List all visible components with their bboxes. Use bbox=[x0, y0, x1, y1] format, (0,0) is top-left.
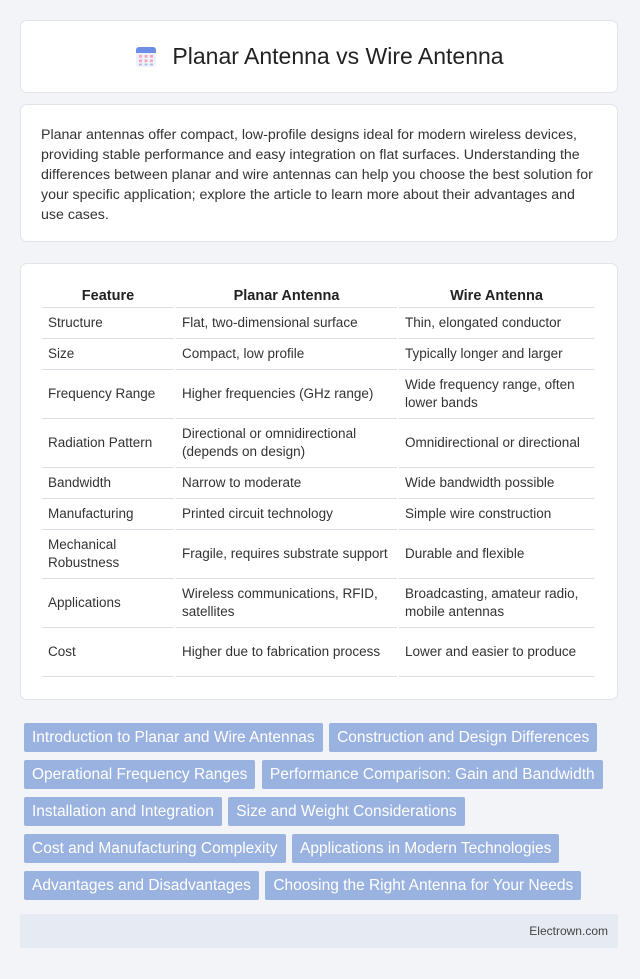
cell-wire: Thin, elongated conductor bbox=[399, 308, 594, 339]
cell-feature: Applications bbox=[42, 579, 174, 628]
page-title: Planar Antenna vs Wire Antenna bbox=[172, 43, 504, 69]
cell-planar: Compact, low profile bbox=[176, 339, 397, 370]
cell-feature: Size bbox=[42, 339, 174, 370]
cell-wire: Wide frequency range, often lower bands bbox=[399, 370, 594, 419]
cell-planar: Printed circuit technology bbox=[176, 499, 397, 530]
table-row bbox=[42, 339, 594, 370]
header-wire: Wire Antenna bbox=[399, 284, 594, 308]
cell-planar: Flat, two-dimensional surface bbox=[176, 308, 397, 339]
cell-wire: Omnidirectional or directional bbox=[399, 419, 594, 468]
topic-link[interactable]: Size and Weight Considerations bbox=[228, 797, 464, 826]
cell-feature: Structure bbox=[42, 308, 174, 339]
cell-feature: Mechanical Robustness bbox=[42, 530, 174, 579]
table-grid-icon bbox=[134, 45, 158, 69]
intro-paragraph: Planar antennas offer compact, low-profile designs ideal for modern wireless devices, providing stable performance and easy integration on flat surfaces. Understanding the differences between planar and wire antennas can help you choose the best solution for your specific application; explore the article to learn more about their advantages and use cases. bbox=[41, 127, 593, 223]
footer-site[interactable]: Electrown.com bbox=[529, 924, 608, 938]
topic-link[interactable]: Introduction to Planar and Wire Antennas bbox=[24, 723, 323, 752]
table-row bbox=[42, 370, 594, 419]
cell-planar: Higher due to fabrication process bbox=[176, 628, 397, 677]
table-row bbox=[42, 468, 594, 499]
cell-feature: Radiation Pattern bbox=[42, 419, 174, 468]
comparison-card bbox=[20, 263, 618, 700]
title-card bbox=[20, 20, 618, 93]
topic-link[interactable]: Operational Frequency Ranges bbox=[24, 760, 255, 789]
cell-planar: Narrow to moderate bbox=[176, 468, 397, 499]
header-feature: Feature bbox=[42, 284, 174, 308]
cell-wire: Durable and flexible bbox=[399, 530, 594, 579]
cell-wire: Typically longer and larger bbox=[399, 339, 594, 370]
table-row bbox=[42, 499, 594, 530]
topic-link[interactable]: Performance Comparison: Gain and Bandwidth bbox=[262, 760, 603, 789]
table-row bbox=[42, 530, 594, 579]
table-row bbox=[42, 579, 594, 628]
topic-link[interactable]: Construction and Design Differences bbox=[329, 723, 597, 752]
cell-feature: Frequency Range bbox=[42, 370, 174, 419]
topic-link[interactable]: Cost and Manufacturing Complexity bbox=[24, 834, 286, 863]
table-row bbox=[42, 628, 594, 677]
cell-wire: Broadcasting, amateur radio, mobile antennas bbox=[399, 579, 594, 628]
topic-link[interactable]: Applications in Modern Technologies bbox=[292, 834, 559, 863]
table-row bbox=[42, 308, 594, 339]
intro-card bbox=[20, 104, 618, 242]
cell-feature: Manufacturing bbox=[42, 499, 174, 530]
header-planar: Planar Antenna bbox=[176, 284, 397, 308]
cell-planar: Fragile, requires substrate support bbox=[176, 530, 397, 579]
topic-link[interactable]: Installation and Integration bbox=[24, 797, 222, 826]
topic-link[interactable]: Choosing the Right Antenna for Your Needs bbox=[265, 871, 581, 900]
table-header-row bbox=[42, 284, 594, 308]
table-row bbox=[42, 419, 594, 468]
cell-wire: Lower and easier to produce bbox=[399, 628, 594, 677]
cell-feature: Bandwidth bbox=[42, 468, 174, 499]
topic-link[interactable]: Advantages and Disadvantages bbox=[24, 871, 259, 900]
comparison-table bbox=[40, 284, 596, 677]
cell-wire: Simple wire construction bbox=[399, 499, 594, 530]
topic-links bbox=[24, 723, 620, 908]
cell-planar: Wireless communications, RFID, satellites bbox=[176, 579, 397, 628]
cell-feature: Cost bbox=[42, 628, 174, 677]
footer bbox=[20, 914, 618, 948]
cell-planar: Directional or omnidirectional (depends on design) bbox=[176, 419, 397, 468]
cell-wire: Wide bandwidth possible bbox=[399, 468, 594, 499]
cell-planar: Higher frequencies (GHz range) bbox=[176, 370, 397, 419]
